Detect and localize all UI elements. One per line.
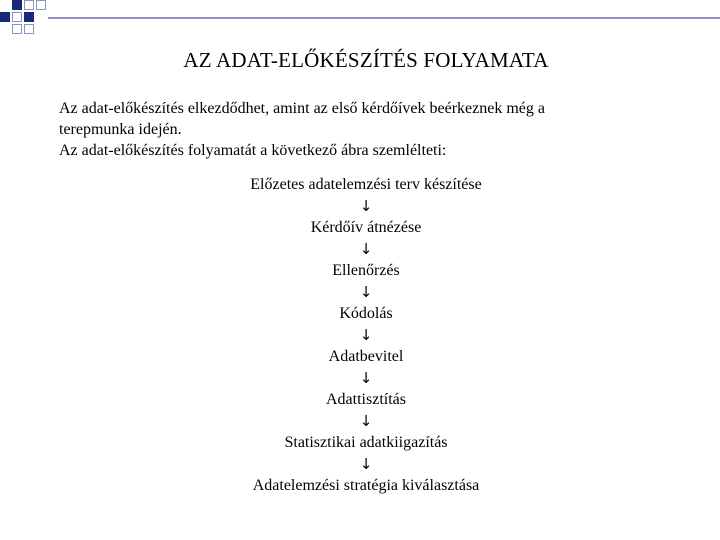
down-arrow-icon: ↓: [359, 369, 373, 387]
flow-step-5: Adatbevitel: [328, 348, 404, 365]
down-arrow-icon: ↓: [359, 197, 373, 215]
page-title: AZ ADAT-ELŐKÉSZÍTÉS FOLYAMATA: [183, 48, 549, 72]
intro-line: Az adat-előkészítés folyamatát a következő ábra szemlélteti:: [59, 142, 447, 159]
checkerboard-decoration: [0, 0, 60, 50]
flow-step-1: Előzetes adatelemzési terv készítése: [250, 176, 482, 193]
intro-line: terepmunka idején.: [59, 121, 182, 138]
deco-square: [24, 24, 34, 34]
down-arrow-icon: ↓: [359, 240, 373, 258]
flow-step-7: Statisztikai adatkiigazítás: [284, 434, 448, 451]
down-arrow-icon: ↓: [359, 455, 373, 473]
deco-square: [0, 12, 10, 22]
deco-square: [24, 0, 34, 10]
flow-step-3: Ellenőrzés: [332, 262, 400, 279]
down-arrow-icon: ↓: [359, 326, 373, 344]
deco-square: [24, 12, 34, 22]
deco-square: [12, 12, 22, 22]
intro-line: Az adat-előkészítés elkezdődhet, amint az első kérdőívek beérkeznek még a: [59, 100, 545, 117]
process-flow: [186, 174, 546, 496]
flow-step-2: Kérdőív átnézése: [310, 219, 422, 236]
deco-square: [12, 0, 22, 10]
intro-text: [59, 98, 659, 161]
flow-step-6: Adattisztítás: [326, 391, 406, 408]
down-arrow-icon: ↓: [359, 283, 373, 301]
deco-square: [36, 0, 46, 10]
title-rule: [48, 17, 720, 19]
flow-step-4: Kódolás: [339, 305, 393, 322]
down-arrow-icon: ↓: [359, 412, 373, 430]
flow-step-8: Adatelemzési stratégia kiválasztása: [252, 477, 480, 494]
deco-square: [12, 24, 22, 34]
